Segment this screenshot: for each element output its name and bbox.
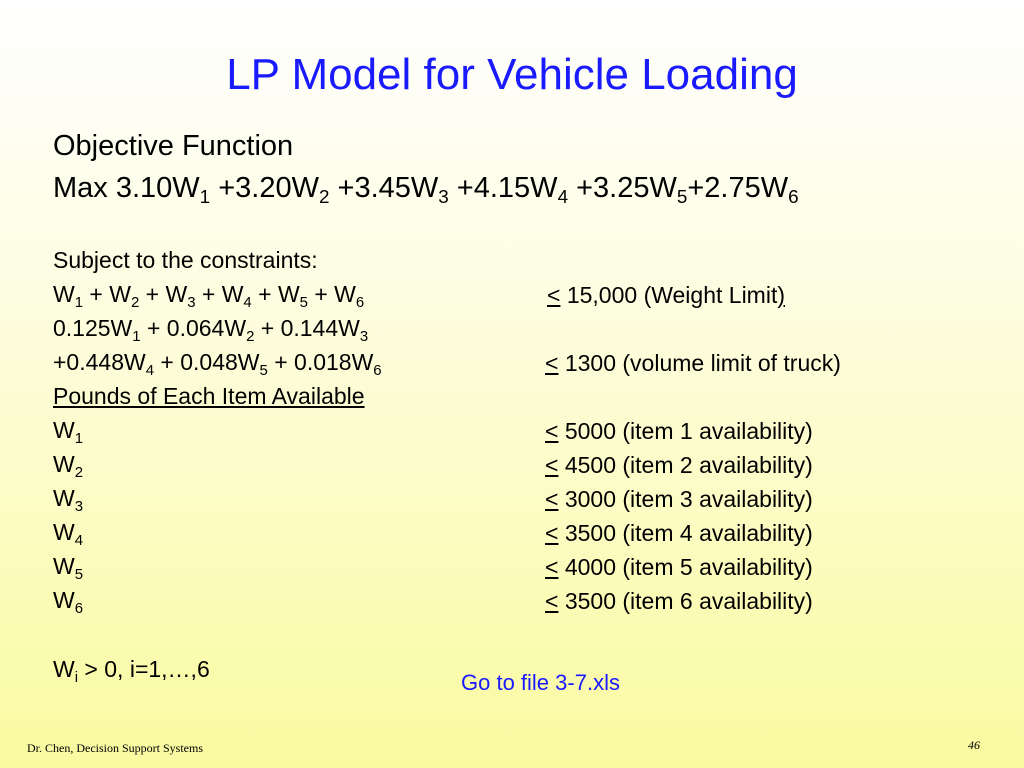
subscript: 2 (318, 186, 330, 208)
term: + 0.048W (154, 349, 260, 375)
subscript: 1 (132, 327, 141, 345)
volume-constraint-line2 (53, 349, 382, 379)
objective-term: +2.75W (687, 172, 789, 204)
subscript: 4 (74, 531, 84, 549)
leq-symbol: < (545, 418, 559, 444)
item-rhs (545, 588, 813, 615)
leq-symbol: < (545, 350, 559, 376)
var: W (53, 553, 75, 579)
leq-symbol: < (545, 520, 559, 546)
subscript: 5 (676, 186, 688, 208)
item-var (53, 485, 84, 515)
item-var (53, 519, 84, 549)
rhs-text: 3500 (item 4 availability) (558, 520, 813, 546)
objective-function (53, 172, 799, 208)
item-rhs (545, 452, 813, 479)
term: W (53, 281, 75, 307)
subscript: 4 (557, 186, 569, 208)
subscript: 6 (74, 599, 84, 617)
volume-constraint-line1 (53, 315, 369, 345)
subscript: 6 (355, 293, 365, 311)
item-var (53, 451, 84, 481)
item-rhs (545, 520, 813, 547)
objective-term: 3.10W (115, 172, 200, 204)
subscript: 1 (199, 186, 211, 208)
rhs-text: 4500 (item 2 availability) (558, 452, 813, 478)
objective-term: +3.45W (329, 172, 439, 204)
page-number: 46 (968, 738, 980, 752)
subscript: 5 (299, 293, 308, 311)
term: +0.448W (53, 349, 146, 375)
nonnegativity-constraint (53, 656, 210, 686)
subscript: 4 (145, 361, 155, 379)
rhs-text: 3000 (item 3 availability) (558, 486, 813, 512)
slide-title: LP Model for Vehicle Loading (226, 50, 798, 99)
rhs-text: 3500 (item 6 availability) (558, 588, 813, 614)
rhs-text: 4000 (item 5 availability) (558, 554, 813, 580)
rhs-text: 5000 (item 1 availability) (558, 418, 813, 444)
leq-symbol: < (545, 588, 559, 614)
objective-term: +3.20W (210, 172, 319, 204)
rhs-text: 1300 (volume limit of truck) (558, 350, 841, 376)
leq-symbol: < (545, 486, 559, 512)
volume-constraint-rhs (545, 350, 841, 377)
constraints-heading: Subject to the constraints: (53, 247, 318, 273)
term: + 0.018W (267, 349, 374, 375)
leq-symbol: < (545, 452, 559, 478)
objective-prefix: Max (53, 172, 116, 204)
subscript: 5 (74, 565, 84, 583)
subscript: 3 (438, 186, 449, 208)
var: W (53, 656, 75, 682)
weight-constraint-rhs (547, 282, 785, 309)
item-var (53, 417, 84, 447)
objective-term: +4.15W (448, 172, 558, 204)
availability-heading: Pounds of Each Item Available (53, 383, 365, 409)
term: + W (307, 281, 356, 307)
var: W (53, 587, 75, 613)
item-var (53, 553, 84, 583)
subscript: 6 (788, 186, 799, 208)
excel-file-link[interactable]: Go to file 3-7.xls (461, 670, 620, 695)
leq-symbol: < (547, 282, 561, 308)
subscript: i (74, 668, 79, 686)
rest-text: > 0, i=1,…,6 (78, 656, 210, 682)
subscript: 1 (74, 293, 84, 311)
term: + 0.144W (254, 315, 360, 341)
subscript: 6 (373, 361, 382, 379)
var: W (53, 417, 75, 443)
subscript: 3 (359, 327, 369, 345)
item-rhs (545, 486, 813, 513)
subscript: 3 (187, 293, 196, 311)
term: 0.125W (53, 315, 133, 341)
rhs-close: ) (777, 282, 786, 308)
subscript: 2 (74, 463, 84, 481)
rhs-text: 15,000 (Weight Limit (560, 282, 778, 308)
item-rhs (545, 554, 813, 581)
var: W (53, 519, 75, 545)
item-var (53, 587, 84, 617)
subscript: 2 (246, 327, 255, 345)
objective-heading: Objective Function (53, 130, 294, 162)
term: + W (195, 281, 244, 307)
leq-symbol: < (545, 554, 559, 580)
subscript: 5 (259, 361, 268, 379)
term: + W (251, 281, 300, 307)
term: + W (139, 281, 188, 307)
var: W (53, 485, 75, 511)
subscript: 4 (243, 293, 252, 311)
objective-term: +3.25W (568, 172, 677, 204)
var: W (53, 451, 75, 477)
item-rhs (545, 418, 813, 445)
subscript: 2 (130, 293, 140, 311)
weight-constraint-lhs (53, 281, 365, 311)
footer-author: Dr. Chen, Decision Support Systems (27, 741, 203, 755)
subscript: 3 (74, 497, 84, 515)
subscript: 1 (74, 429, 84, 447)
term: + W (83, 281, 131, 307)
term: + 0.064W (140, 315, 247, 341)
